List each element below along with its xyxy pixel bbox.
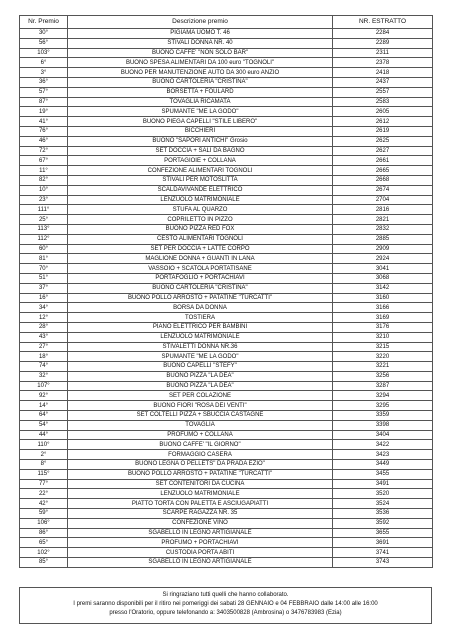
drawn-number: 3210: [333, 332, 433, 342]
prize-description: STIVALETTI DONNA NR.36: [68, 342, 333, 352]
prize-description: LENZUOLO MATRIMONIALE: [68, 489, 333, 499]
drawn-number: 3455: [333, 469, 433, 479]
drawn-number: 3256: [333, 371, 433, 381]
prize-number: 3°: [20, 68, 68, 78]
prize-description: BUONO POLLO ARROSTO + PATATINE "TURCATTI": [68, 469, 333, 479]
prize-description: BUONO CAPELLI "STEFY": [68, 362, 333, 372]
prize-description: VASSOIO + SCATOLA PORTATISANE: [68, 264, 333, 274]
table-row: [20, 68, 433, 78]
prize-number: 86°: [20, 528, 68, 538]
table-row: [20, 156, 433, 166]
drawn-number: 2612: [333, 117, 433, 127]
table-row: [20, 195, 433, 205]
drawn-number: 3176: [333, 322, 433, 332]
table-row: [20, 58, 433, 68]
table-row: [20, 509, 433, 519]
table-row: [20, 460, 433, 470]
prize-number: 16°: [20, 293, 68, 303]
prize-number: 44°: [20, 430, 68, 440]
prize-description: BUONO CAFFE' "NON SOLO BAR": [68, 48, 333, 58]
table-row: [20, 430, 433, 440]
drawn-number: 3294: [333, 391, 433, 401]
table-row: [20, 38, 433, 48]
drawn-number: 2668: [333, 175, 433, 185]
table-row: [20, 558, 433, 568]
prize-number: 92°: [20, 391, 68, 401]
prize-number: 106°: [20, 518, 68, 528]
table-row: [20, 175, 433, 185]
drawn-number: 3691: [333, 538, 433, 548]
table-row: [20, 489, 433, 499]
table-row: [20, 469, 433, 479]
prize-number: 54°: [20, 420, 68, 430]
prize-description: BORSETTA + FOULARD: [68, 87, 333, 97]
drawn-number: 3423: [333, 450, 433, 460]
prize-description: BUONO PIZZA RED FOX: [68, 224, 333, 234]
prize-number: 74°: [20, 362, 68, 372]
prize-number: 72°: [20, 146, 68, 156]
table-row: [20, 283, 433, 293]
prize-number: 57°: [20, 87, 68, 97]
table-row: [20, 322, 433, 332]
prize-description: PIATTO TORTA CON PALETTA E ASCIUGAPIATTI: [68, 499, 333, 509]
prize-number: 10°: [20, 185, 68, 195]
table-row: [20, 313, 433, 323]
table-row: [20, 29, 433, 39]
prize-description: CUSTODIA PORTA ABITI: [68, 548, 333, 558]
prize-description: PIGIAMA UOMO T. 46: [68, 29, 333, 39]
table-row: [20, 303, 433, 313]
prize-description: SGABELLO IN LEGNO ARTIGIANALE: [68, 528, 333, 538]
drawn-number: 3169: [333, 313, 433, 323]
drawn-number: 2885: [333, 234, 433, 244]
prize-description: CONFEZIONE ALIMENTARI TOGNOLI: [68, 166, 333, 176]
prize-table: [19, 15, 433, 568]
prize-number: 6°: [20, 58, 68, 68]
table-row: [20, 332, 433, 342]
table-row: [20, 391, 433, 401]
prize-number: 111°: [20, 205, 68, 215]
prize-description: BUONO FIORI "ROSA DEI VENTI": [68, 401, 333, 411]
prize-description: CONFEZIONE VINO: [68, 518, 333, 528]
drawn-number: 2418: [333, 68, 433, 78]
table-row: [20, 117, 433, 127]
prize-number: 46°: [20, 136, 68, 146]
prize-number: 37°: [20, 283, 68, 293]
drawn-number: 3160: [333, 293, 433, 303]
table-row: [20, 420, 433, 430]
prize-description: SET CONTENITORI DA CUCINA: [68, 479, 333, 489]
table-row: [20, 342, 433, 352]
drawn-number: 3491: [333, 479, 433, 489]
drawn-number: 2311: [333, 48, 433, 58]
prize-description: BUONO POLLO ARROSTO + PATATINE "TURCATTI": [68, 293, 333, 303]
prize-description: BUONO CARTOLERIA "CRISTINA": [68, 283, 333, 293]
prize-number: 34°: [20, 303, 68, 313]
prize-description: PIANO ELETTRICO PER BAMBINI: [68, 322, 333, 332]
table-row: [20, 107, 433, 117]
drawn-number: 2665: [333, 166, 433, 176]
prize-number: 113°: [20, 224, 68, 234]
header-nr-premio: Nr. Premio: [20, 16, 68, 29]
prize-number: 28°: [20, 322, 68, 332]
footer-thanks: Si ringraziano tutti quelli che hanno collaborato.: [162, 592, 289, 598]
drawn-number: 3398: [333, 420, 433, 430]
prize-description: CESTO ALIMENTARI TOGNOLI: [68, 234, 333, 244]
drawn-number: 2661: [333, 156, 433, 166]
prize-number: 85°: [20, 558, 68, 568]
drawn-number: 2704: [333, 195, 433, 205]
table-row: [20, 224, 433, 234]
table-row: [20, 244, 433, 254]
table-body: [20, 29, 433, 568]
header-nr-estratto: NR. ESTRATTO: [333, 16, 433, 29]
prize-description: SET COLTELLI PIZZA + SBUCCIA CASTAGNE: [68, 411, 333, 421]
drawn-number: 2909: [333, 244, 433, 254]
prize-description: LENZUOLO MATRIMONIALE: [68, 195, 333, 205]
prize-description: PORTAFOGLIO + PORTACHIAVI: [68, 273, 333, 283]
prize-description: PROFUMO + PORTACHIAVI: [68, 538, 333, 548]
table-row: [20, 371, 433, 381]
table-row: [20, 215, 433, 225]
prize-number: 103°: [20, 48, 68, 58]
prize-description: TOSTIERA: [68, 313, 333, 323]
drawn-number: 3142: [333, 283, 433, 293]
drawn-number: 3220: [333, 352, 433, 362]
footer-pickup-info: I premi saranno disponibili per il ritiro nei pomeriggi dei sabati 28 GENNAIO e 04 FEBBRAIO dalle 14:00 alle 16:00: [73, 601, 378, 607]
table-row: [20, 77, 433, 87]
table-row: [20, 87, 433, 97]
drawn-number: 3166: [333, 303, 433, 313]
drawn-number: 2605: [333, 107, 433, 117]
prize-number: 36°: [20, 77, 68, 87]
drawn-number: 3743: [333, 558, 433, 568]
drawn-number: 3287: [333, 381, 433, 391]
table-row: [20, 440, 433, 450]
prize-number: 107°: [20, 381, 68, 391]
drawn-number: 2557: [333, 87, 433, 97]
table-row: [20, 146, 433, 156]
table-row: [20, 205, 433, 215]
prize-description: STIVALI DONNA NR. 40: [68, 38, 333, 48]
drawn-number: 2284: [333, 29, 433, 39]
prize-description: MAGLIONE DONNA + GUANTI IN LANA: [68, 254, 333, 264]
drawn-number: 3221: [333, 362, 433, 372]
prize-number: 64°: [20, 411, 68, 421]
prize-number: 41°: [20, 117, 68, 127]
prize-number: 112°: [20, 234, 68, 244]
drawn-number: 3592: [333, 518, 433, 528]
drawn-number: 2625: [333, 136, 433, 146]
drawn-number: 3215: [333, 342, 433, 352]
drawn-number: 2619: [333, 126, 433, 136]
table-row: [20, 352, 433, 362]
header-descrizione: Descrizione premio: [68, 16, 333, 29]
prize-description: PORTAGIOIE + COLLANA: [68, 156, 333, 166]
prize-description: BUONO PIZZA "LA DEA": [68, 381, 333, 391]
prize-description: SET PER DOCCIA + LATTE CORPO: [68, 244, 333, 254]
table-row: [20, 48, 433, 58]
prize-number: 30°: [20, 29, 68, 39]
prize-number: 23°: [20, 195, 68, 205]
prize-description: LENZUOLO MATRIMONIALE: [68, 332, 333, 342]
prize-number: 42°: [20, 499, 68, 509]
table-row: [20, 362, 433, 372]
prize-description: BORSA DA DONNA: [68, 303, 333, 313]
prize-description: BUONO PIZZA "LA DEA": [68, 371, 333, 381]
prize-description: SGABELLO IN LEGNO ARTIGIANALE: [68, 558, 333, 568]
footer-note: [19, 587, 432, 624]
prize-number: 102°: [20, 548, 68, 558]
prize-table-container: [19, 15, 432, 568]
prize-number: 110°: [20, 440, 68, 450]
drawn-number: 2289: [333, 38, 433, 48]
drawn-number: 3449: [333, 460, 433, 470]
prize-description: SCARPE RAGAZZA NR. 35: [68, 509, 333, 519]
prize-description: STIVALI PER MOTOSLITTA: [68, 175, 333, 185]
prize-number: 32°: [20, 371, 68, 381]
prize-description: SPUMANTE "ME LA GODO": [68, 107, 333, 117]
drawn-number: 2437: [333, 77, 433, 87]
drawn-number: 2583: [333, 97, 433, 107]
drawn-number: 3655: [333, 528, 433, 538]
prize-number: 27°: [20, 342, 68, 352]
drawn-number: 2821: [333, 215, 433, 225]
prize-number: 77°: [20, 479, 68, 489]
table-row: [20, 528, 433, 538]
prize-description: BUONO SPESA ALIMENTARI DA 100 euro "TOGNOLI": [68, 58, 333, 68]
prize-number: 56°: [20, 38, 68, 48]
prize-number: 43°: [20, 332, 68, 342]
prize-number: 25°: [20, 215, 68, 225]
table-row: [20, 264, 433, 274]
drawn-number: 3422: [333, 440, 433, 450]
prize-number: 82°: [20, 175, 68, 185]
table-row: [20, 538, 433, 548]
prize-number: 81°: [20, 254, 68, 264]
prize-number: 18°: [20, 352, 68, 362]
drawn-number: 2924: [333, 254, 433, 264]
footer-contact: presso l'Oratorio, oppure telefonando a: 3403500828 (Ambrosina) o 3476783983 (Ezia): [109, 610, 342, 616]
prize-description: BUONO CARTOLERIA "CRISTINA": [68, 77, 333, 87]
table-row: [20, 381, 433, 391]
drawn-number: 2378: [333, 58, 433, 68]
table-row: [20, 411, 433, 421]
prize-number: 60°: [20, 244, 68, 254]
prize-description: TOVAGLIA RICAMATA: [68, 97, 333, 107]
prize-description: BUONO PIEGA CAPELLI "STILE LIBERO": [68, 117, 333, 127]
prize-description: BICCHIERI: [68, 126, 333, 136]
prize-number: 70°: [20, 264, 68, 274]
prize-number: 2°: [20, 450, 68, 460]
drawn-number: 3536: [333, 509, 433, 519]
table-row: [20, 548, 433, 558]
table-row: [20, 479, 433, 489]
drawn-number: 2674: [333, 185, 433, 195]
prize-number: 19°: [20, 107, 68, 117]
drawn-number: 2627: [333, 146, 433, 156]
prize-description: SET PER COLAZIONE: [68, 391, 333, 401]
table-row: [20, 401, 433, 411]
prize-number: 14°: [20, 401, 68, 411]
prize-description: BUONO LEGNA O PELLETS" DA PRADA EZIO": [68, 460, 333, 470]
table-row: [20, 97, 433, 107]
prize-number: 51°: [20, 273, 68, 283]
drawn-number: 3295: [333, 401, 433, 411]
prize-number: 65°: [20, 538, 68, 548]
table-row: [20, 136, 433, 146]
table-row: [20, 185, 433, 195]
prize-description: TOVAGLIA: [68, 420, 333, 430]
prize-description: SET DOCCIA + SALI DA BAGNO: [68, 146, 333, 156]
table-row: [20, 450, 433, 460]
prize-number: 8°: [20, 460, 68, 470]
prize-number: 87°: [20, 97, 68, 107]
table-row: [20, 293, 433, 303]
prize-description: BUONO "SAPORI ANTICHI" Grosio: [68, 136, 333, 146]
drawn-number: 3741: [333, 548, 433, 558]
prize-description: COPRILETTO IN PIZZO: [68, 215, 333, 225]
drawn-number: 3359: [333, 411, 433, 421]
prize-number: 22°: [20, 489, 68, 499]
table-row: [20, 166, 433, 176]
prize-number: 76°: [20, 126, 68, 136]
table-row: [20, 234, 433, 244]
drawn-number: 3520: [333, 489, 433, 499]
drawn-number: 2816: [333, 205, 433, 215]
prize-number: 11°: [20, 166, 68, 176]
prize-number: 67°: [20, 156, 68, 166]
table-row: [20, 273, 433, 283]
drawn-number: 3041: [333, 264, 433, 274]
table-header-row: [20, 16, 433, 29]
prize-description: SPUMANTE "ME LA GODO": [68, 352, 333, 362]
prize-number: 115°: [20, 469, 68, 479]
drawn-number: 3068: [333, 273, 433, 283]
prize-number: 59°: [20, 509, 68, 519]
prize-description: FORMAGGIO CASERA: [68, 450, 333, 460]
drawn-number: 3404: [333, 430, 433, 440]
prize-description: STUFA AL QUARZO: [68, 205, 333, 215]
table-row: [20, 126, 433, 136]
table-row: [20, 518, 433, 528]
table-row: [20, 254, 433, 264]
prize-description: BUONO PER MANUTENZIONE AUTO DA 300 euro ANZIO: [68, 68, 333, 78]
prize-description: SCALDAVIVANDE ELETTRICO: [68, 185, 333, 195]
prize-description: PROFUMO + COLLANA: [68, 430, 333, 440]
drawn-number: 2832: [333, 224, 433, 234]
prize-description: BUONO CAFFE' "IL GIORNO": [68, 440, 333, 450]
prize-number: 12°: [20, 313, 68, 323]
drawn-number: 3524: [333, 499, 433, 509]
table-row: [20, 499, 433, 509]
